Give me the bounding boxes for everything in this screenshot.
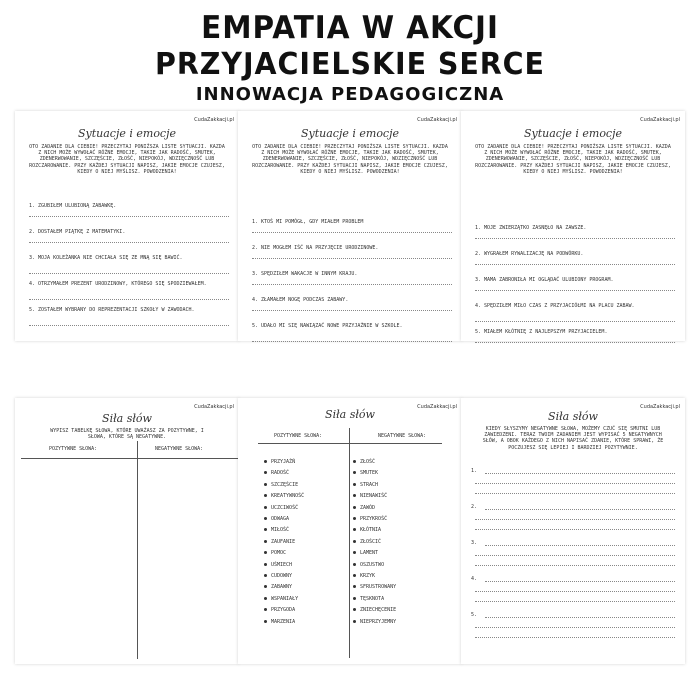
bullet-icon [264,460,267,463]
negative-words-header: NEGATYWNE SŁOWA: [155,446,204,452]
bullet-icon [264,483,267,486]
situation-item: 1. ZGUBIŁEM ULUBIONĄ ZABAWKĘ. [29,203,117,209]
positive-word: RADOŚĆ [271,470,290,477]
bullet-icon [264,551,267,554]
negative-word: ZAWÓD [360,504,376,511]
card-title: Sytuacje i emocje [300,127,400,140]
positive-word-item [264,470,289,476]
answer-line [29,325,229,326]
bullet-icon [264,517,267,520]
situation-item: 1. KTOŚ MI POMÓGŁ, GDY MIAŁEM PROBLEM [252,219,364,225]
answer-line [29,273,229,274]
negative-word: KŁÓTNIA [360,527,382,534]
bullet-icon [353,608,356,611]
positive-word: SZCZĘŚCIE [271,481,299,488]
positive-word-item [264,584,292,590]
situation-item: 3. MOJA KOLEŻANKA NIE CHCIAŁA SIĘ ZE MNĄ SIĘ BAWIĆ. [29,255,183,261]
situation-item: 5. MIAŁEM KŁÓTNIĘ Z NAJLEPSZYM PRZYJACIELEM. [475,329,608,335]
answer-line [29,242,229,243]
brand-label: CudaZakkacji.pl [640,117,680,123]
positive-word-item [264,619,295,625]
answer-line [475,565,675,566]
situation-item: 2. WYGRAŁEM RYWALIZACJĘ NA PODWÓRKU. [475,251,584,257]
answer-number: 5. [471,612,478,618]
negative-word: NIENAWIŚĆ [360,493,388,500]
positive-word: ZAUFANIE [271,538,296,545]
positive-word: UŚMIECH [271,561,293,568]
answer-line [29,216,229,217]
negative-word: SMUTEK [360,470,379,477]
positive-word: WSPANIAŁY [271,595,299,602]
negative-word: ZŁOŚCIĆ [360,538,382,545]
negative-word: ZNIECHĘCENIE [360,607,397,614]
negative-word-item [353,505,375,511]
answer-line [475,601,675,602]
positive-word: KREATYWNOŚĆ [271,493,305,500]
positive-word: UCZCIWOŚĆ [271,504,299,511]
page-title: EMPATIA W AKCJI [201,10,499,46]
answer-line [475,555,675,556]
negative-word-item [353,482,378,488]
words-card-rewrite [461,398,685,664]
card-title: Siła słów [325,408,375,421]
bullet-icon [264,608,267,611]
card-title: Siła słów [548,410,598,423]
bullet-icon [264,528,267,531]
answer-number: 4. [471,576,478,582]
negative-word-item [353,607,396,613]
negative-word: SFRUSTROWANY [360,584,397,591]
table-column-divider [349,428,350,658]
bullet-icon [353,471,356,474]
bullet-icon [264,506,267,509]
negative-word-item [353,516,387,522]
card-instruction: OTO ZADANIE DLA CIEBIE! PRZECZYTAJ PONIŻSZA LISTE SYTUACJI. KAZDA Z NICH MOŻE WYWOŁAĆ RÓŻNE EMOCJE, TAKIE JAK RADOŚĆ, SMUTEK, ZDENERWOWANIE, SZCZĘŚCIE, ZŁOŚĆ, NIEPOKÓJ, WDZIĘCZNOŚĆ LUB ROZCZAROWANIE. PRZY KAŻDEJ SYTUACJI NAPISZ, JAKIE EMOCJE CZUJESZ, KIEDY O NIEJ MYŚLISZ. POWODZENIA! [29,144,225,175]
answer-line [475,627,675,628]
situation-item: 5. UDAŁO MI SIĘ NAWIĄZAĆ NOWE PRZYJAŹNIE W SZKOLE. [252,323,403,329]
bullet-icon [264,494,267,497]
page-title-second-line: PRZYJACIELSKIE SERCE [155,47,545,82]
bullet-icon [353,483,356,486]
card-instruction: WYPISZ TABELKĘ SŁOWA, KTÓRE UWAŻASZ ZA POZYTYWNE, I SŁOWA, KTÓRE SĄ NEGATYWNE. [50,428,204,441]
bullet-icon [353,506,356,509]
situation-item: 5. ZOSTAŁEM WYBRANY DO REPREZENTACJI SZKOŁY W ZAWODACH. [29,307,195,313]
answer-line [485,617,675,618]
answer-number: 1. [471,468,478,474]
card-instruction: KIEDY SŁYSZYMY NEGATYWNE SŁOWA, MOŻEMY CZUĆ SIĘ SMUTNI LUB ZAWIEDZENI. TERAZ TWOIM ZADANIEM JEST WYPISAĆ 5 NEGATYWNYCH SŁÓW, A OBOK KAŻDEGO Z NICH NAPISAĆ ZDANIE, KTÓRE SPRAWI, ŻE POCZUJESZ SIĘ LEPIEJ I BARDZIEJ POZYTYWNIE. [482,426,664,451]
card-title: Siła słów [102,412,152,425]
brand-label: CudaZakkacji.pl [194,404,234,410]
negative-word-item [353,584,396,590]
positive-word-item [264,607,295,613]
positive-word: CUDOWNY [271,573,293,579]
answer-line [252,341,452,342]
bullet-icon [353,585,356,588]
words-card-list [238,398,462,664]
bullet-icon [353,540,356,543]
answer-line [252,232,452,233]
negative-word-item [353,562,384,568]
situation-item: 2. NIE MOGŁEM IŚĆ NA PRZYJĘCIE URODZINOWE. [252,245,379,251]
negative-word-item [353,539,381,545]
negative-word: PRZYKROŚĆ [360,516,388,522]
situation-item: 4. SPĘDZIŁEM MIŁO CZAS Z PRZYJACIÓŁMI NA PLACU ZABAW. [475,303,635,309]
bullet-icon [264,540,267,543]
situation-item: 3. MAMA ZABRONIŁA MI OGLĄDAĆ ULUBIONY PROGRAM. [475,277,614,283]
positive-word-item [264,482,298,488]
positive-word: POMOC [271,550,287,557]
positive-word-item [264,573,292,579]
positive-word-item [264,505,298,511]
table-divider [258,443,442,444]
answer-line [252,258,452,259]
brand-label: CudaZakkacji.pl [640,404,680,410]
positive-word: MARZENIA [271,618,296,625]
situations-card-1 [15,111,239,341]
positive-word: ODWAGA [271,516,290,522]
positive-word-item [264,596,298,602]
bullet-icon [353,574,356,577]
answer-line [475,483,675,484]
negative-word: NIEPRZYJEMNY [360,618,397,625]
positive-word-item [264,562,292,568]
positive-word-item [264,550,286,556]
answer-line [475,493,675,494]
bullet-icon [264,620,267,623]
answer-line [475,529,675,530]
negative-word: ZŁOŚĆ [360,459,376,465]
situation-item: 3. SPĘDZIŁEM WAKACJE W INNYM KRAJU. [252,271,358,277]
card-title: Sytuacje i emocje [77,127,177,140]
bullet-icon [353,620,356,623]
negative-word: TĘSKNOTA [360,595,385,602]
card-instruction: OTO ZADANIE DLA CIEBIE! PRZECZYTAJ PONIŻSZA LISTE SYTUACJI. KAZDA Z NICH MOŻE WYWOŁAĆ RÓŻNE EMOCJE, TAKIE JAK RADOŚĆ, SMUTEK, ZDENERWOWANIE, SZCZĘŚCIE, ZŁOŚĆ, NIEPOKÓJ, WDZIĘCZNOŚĆ LUB ROZCZAROWANIE. PRZY KAŻDEJ SYTUACJI NAPISZ, JAKIE EMOCJE CZUJESZ, KIEDY O NIEJ MYŚLISZ. POWODZENIA! [252,144,448,175]
negative-word: LAMENT [360,550,379,557]
negative-word: OSZUSTWO [360,561,385,568]
answer-line [475,342,675,343]
bullet-icon [264,597,267,600]
bullet-icon [353,563,356,566]
positive-word-item [264,527,289,533]
answer-line [475,264,675,265]
table-column-divider [137,441,138,659]
answer-line [475,591,675,592]
brand-label: CudaZakkacji.pl [417,404,457,410]
answer-line [252,310,452,311]
positive-word-item [264,539,295,545]
table-divider [21,458,239,459]
positive-word: PRZYGODA [271,607,296,614]
card-instruction: OTO ZADANIE DLA CIEBIE! PRZECZYTAJ PONIŻSZA LISTE SYTUACJI. KAZDA Z NICH MOŻE WYWOŁAĆ RÓŻNE EMOCJE, TAKIE JAK RADOŚĆ, SMUTEK, ZDENERWOWANIE, SZCZĘŚCIE, ZŁOŚĆ, NIEPOKÓJ, WDZIĘCZNOŚĆ LUB ROZCZAROWANIE. PRZY KAŻDEJ SYTUACJI NAPISZ, JAKIE EMOCJE CZUJESZ, KIEDY O NIEJ MYŚLISZ. POWODZENIA! [475,144,671,175]
answer-line [475,519,675,520]
negative-word-item [353,470,378,476]
negative-word-item [353,619,396,625]
bullet-icon [353,551,356,554]
card-title: Sytuacje i emocje [523,127,623,140]
bullet-icon [353,494,356,497]
bullet-icon [264,585,267,588]
brand-label: CudaZakkacji.pl [194,117,234,123]
answer-line [475,238,675,239]
positive-words-header: POZYTYWNE SŁOWA: [49,446,98,452]
positive-words-header: POZYTYWNE SŁOWA: [274,433,323,439]
words-card-table [15,398,239,664]
negative-word: STRACH [360,481,379,488]
answer-line [485,473,675,474]
negative-word-item [353,596,384,602]
positive-word-item [264,516,289,522]
negative-word-item [353,493,387,499]
bullet-icon [264,471,267,474]
answer-line [475,637,675,638]
answer-number: 2. [471,504,478,510]
situations-card-3 [461,111,685,341]
positive-word: PRZYJAŹŃ [271,459,296,465]
page-subtitle: INNOWACJA PEDAGOGICZNA [195,84,505,105]
negative-word-item [353,550,378,556]
answer-line [485,545,675,546]
positive-word-item [264,459,295,465]
bullet-icon [264,563,267,566]
situation-item: 2. DOSTAŁEM PIĄTKĘ Z MATEMATYKI. [29,229,126,235]
bullet-icon [353,528,356,531]
brand-label: CudaZakkacji.pl [417,117,457,123]
negative-word-item [353,527,381,533]
positive-word-item [264,493,304,499]
answer-line [485,581,675,582]
negative-word-item [353,573,375,579]
negative-words-header: NEGATYWNE SŁOWA: [378,433,427,439]
answer-line [475,290,675,291]
bullet-icon [353,517,356,520]
negative-word-item [353,459,375,465]
answer-line [475,321,675,322]
positive-word: ZABAWNY [271,584,293,591]
situation-item: 4. ZŁAMAŁEM NOGĘ PODCZAS ZABAWY. [252,297,349,303]
situations-card-2 [238,111,462,341]
answer-line [29,299,229,300]
answer-number: 3. [471,540,478,546]
situation-item: 1. MOJE ZWIERZĄTKO ZASNĘŁO NA ZAWSZE. [475,225,587,231]
answer-line [252,284,452,285]
bullet-icon [353,597,356,600]
positive-word: MIŁOŚĆ [271,527,290,534]
negative-word: KRZYK [360,573,376,579]
answer-line [485,509,675,510]
bullet-icon [353,460,356,463]
bullet-icon [264,574,267,577]
situation-item: 4. OTRZYMAŁEM PREZENT URODZINOWY, KTÓREGO SIĘ SPODZIEWAŁEM. [29,281,207,287]
